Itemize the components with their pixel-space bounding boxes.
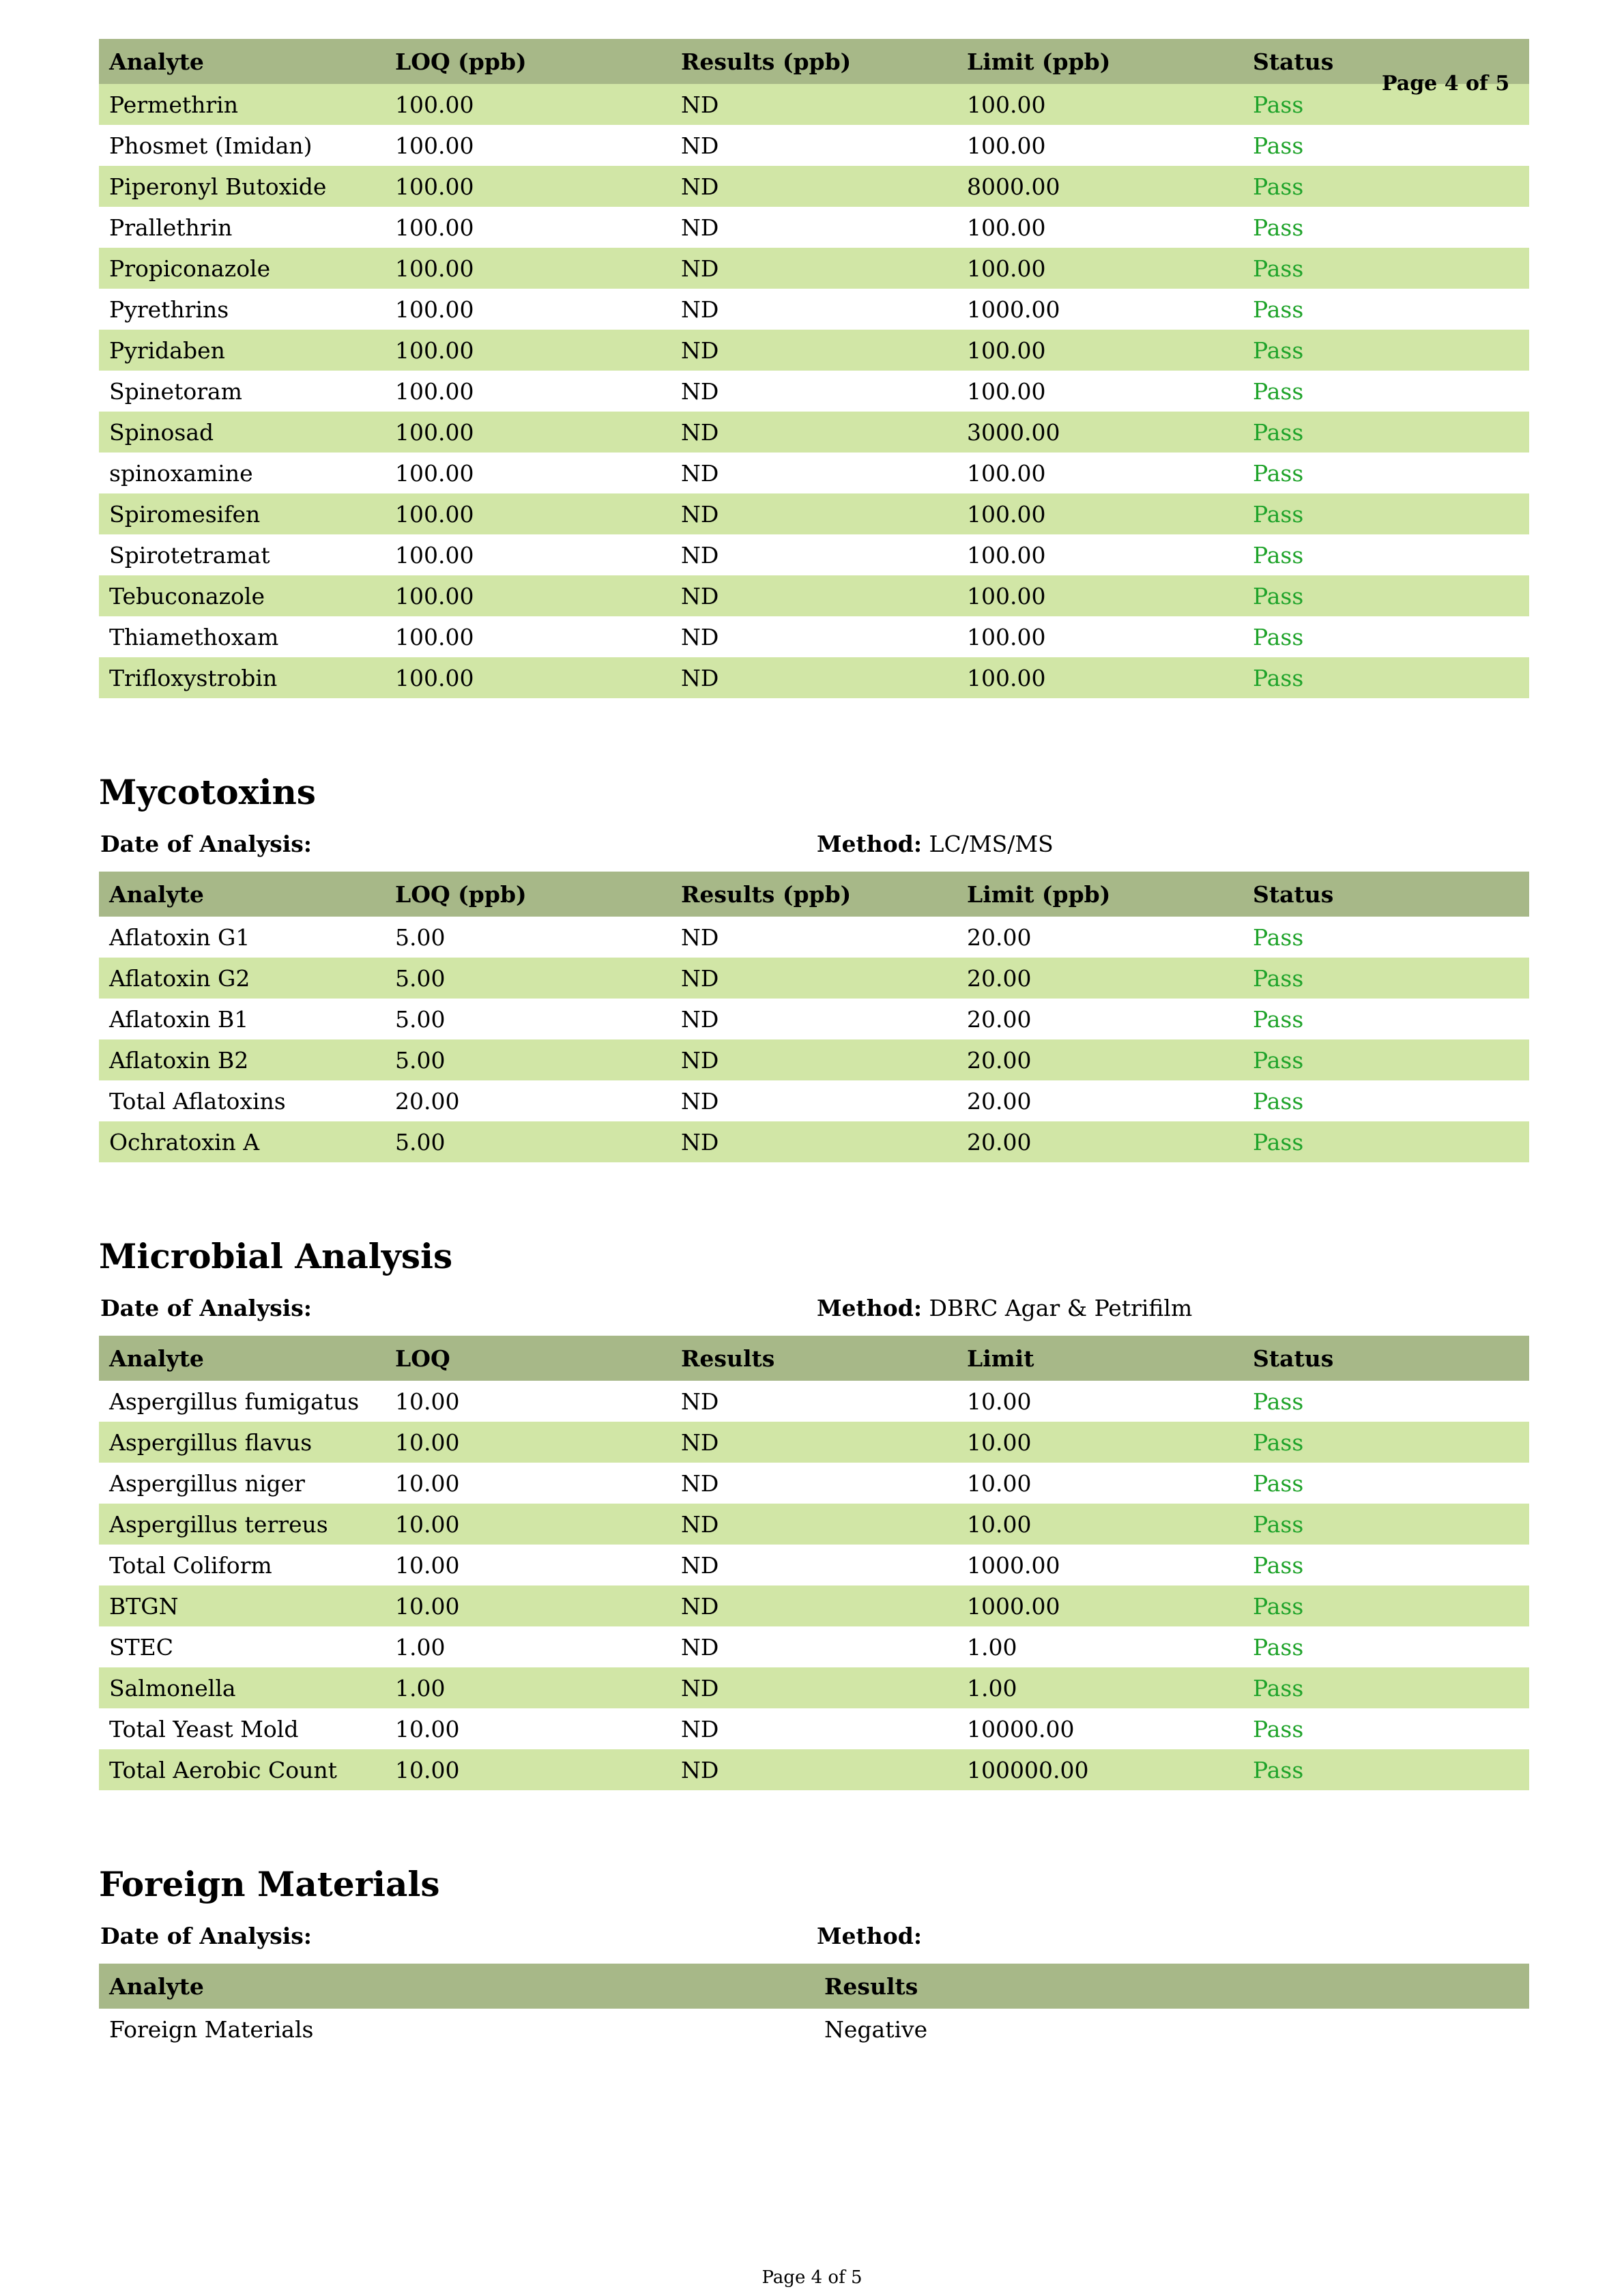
table-row (99, 289, 1529, 330)
table-row (99, 575, 1529, 616)
status-cell: Pass (1243, 330, 1529, 371)
table-cell: ND (681, 132, 719, 159)
table-row (99, 207, 1529, 248)
table-cell: 100.00 (385, 248, 671, 289)
column-header: LOQ (ppb) (385, 872, 671, 917)
status-cell: Pass (1243, 1667, 1529, 1708)
method-value: DBRC Agar & Petrifilm (929, 1295, 1193, 1321)
table-header-row (99, 1964, 1529, 2009)
table-cell: Total Yeast Mold (109, 1715, 299, 1742)
table-cell: Aflatoxin B2 (99, 1039, 385, 1080)
table-header-row (99, 39, 1529, 84)
table-cell: 100.00 (967, 459, 1046, 487)
table-cell: 5.00 (395, 923, 446, 951)
table-cell: Piperonyl Butoxide (99, 166, 385, 207)
table-cell: Prallethrin (109, 214, 233, 241)
table-cell: Aspergillus terreus (99, 1504, 385, 1545)
table-row (99, 453, 1529, 493)
table-cell: 100.00 (957, 493, 1243, 534)
table-cell: 100.00 (385, 493, 671, 534)
table-cell: 100.00 (395, 623, 474, 650)
table-cell: 5.00 (385, 958, 671, 999)
table-cell: 100.00 (967, 214, 1046, 241)
table-cell: 10.00 (395, 1715, 460, 1742)
table-cell: STEC (109, 1633, 173, 1661)
status-cell: Pass (1253, 1469, 1304, 1497)
table-cell: 100.00 (395, 459, 474, 487)
table-cell: Foreign Materials (109, 2015, 314, 2043)
column-header: Status (1243, 872, 1529, 917)
table-cell: ND (681, 623, 719, 650)
table-cell: 10.00 (395, 1469, 460, 1497)
table-row (99, 125, 1529, 166)
table-cell: Permethrin (99, 84, 385, 125)
table-cell: 100.00 (957, 575, 1243, 616)
table-cell: 10.00 (967, 1388, 1032, 1415)
table-cell: Spinetoram (109, 377, 242, 405)
table-row (99, 1422, 1529, 1463)
table-cell: 20.00 (967, 1087, 1032, 1115)
table-cell: Pyridaben (99, 330, 385, 371)
table-cell: 100.00 (385, 657, 671, 698)
status-cell: Pass (1253, 214, 1304, 241)
status-cell: Pass (1253, 1715, 1304, 1742)
table-cell: ND (681, 459, 719, 487)
table-cell: 100.00 (395, 132, 474, 159)
table-cell: Spiromesifen (99, 493, 385, 534)
table-row (99, 1749, 1529, 1790)
table-row (99, 1504, 1529, 1545)
table-cell: 100.00 (957, 330, 1243, 371)
table-row (99, 493, 1529, 534)
status-cell: Pass (1243, 1422, 1529, 1463)
table-row (99, 1463, 1529, 1504)
column-header: Results (ppb) (671, 872, 957, 917)
table-cell: Total Coliform (109, 1551, 272, 1579)
table-cell: ND (681, 1005, 719, 1033)
column-header: LOQ (ppb) (385, 39, 671, 84)
table-cell: ND (671, 84, 957, 125)
table-cell: 20.00 (957, 1039, 1243, 1080)
table-row (99, 371, 1529, 412)
table-row (99, 1708, 1529, 1749)
table-row (99, 1585, 1529, 1626)
table-cell: ND (681, 1551, 719, 1579)
table-cell: ND (671, 330, 957, 371)
status-cell: Pass (1243, 1039, 1529, 1080)
table-row (99, 1381, 1529, 1422)
table-row (99, 1667, 1529, 1708)
table-cell: spinoxamine (109, 459, 253, 487)
table-cell: 100.00 (395, 541, 474, 569)
pesticides-table (99, 39, 1529, 698)
table-cell: 5.00 (395, 1005, 446, 1033)
table-cell: 100.00 (957, 84, 1243, 125)
table-cell: ND (681, 1388, 719, 1415)
table-row (99, 1080, 1529, 1121)
table-row (99, 166, 1529, 207)
analysis-meta (99, 1295, 1529, 1329)
table-cell: 1.00 (957, 1667, 1243, 1708)
table-cell: Total Aerobic Count (99, 1749, 385, 1790)
table-cell: ND (671, 1504, 957, 1545)
analysis-meta (99, 1923, 1529, 1957)
table-cell: ND (671, 657, 957, 698)
section-title: Mycotoxins (99, 772, 316, 812)
table-cell: ND (681, 541, 719, 569)
microbial-table (99, 1336, 1529, 1790)
column-header: Limit (ppb) (957, 39, 1243, 84)
table-cell: ND (671, 493, 957, 534)
table-cell: ND (671, 1039, 957, 1080)
table-cell: ND (681, 1715, 719, 1742)
column-header: Status (1243, 39, 1529, 84)
table-cell: Aflatoxin B1 (109, 1005, 249, 1033)
table-cell: 20.00 (395, 1087, 460, 1115)
table-cell: 100.00 (395, 377, 474, 405)
status-cell: Pass (1243, 1585, 1529, 1626)
status-cell: Pass (1253, 296, 1304, 323)
table-cell: 100.00 (957, 248, 1243, 289)
status-cell: Pass (1253, 132, 1304, 159)
table-cell: 100.00 (385, 166, 671, 207)
table-cell: 100.00 (967, 541, 1046, 569)
table-cell: Tebuconazole (99, 575, 385, 616)
status-cell: Pass (1253, 1388, 1304, 1415)
status-cell: Pass (1243, 493, 1529, 534)
status-cell: Pass (1243, 412, 1529, 453)
table-cell: ND (681, 1633, 719, 1661)
table-cell: ND (671, 1121, 957, 1162)
table-cell: 1.00 (967, 1633, 1017, 1661)
table-row (99, 958, 1529, 999)
status-cell: Pass (1253, 923, 1304, 951)
status-cell: Pass (1243, 575, 1529, 616)
section-title: Foreign Materials (99, 1864, 440, 1904)
status-cell: Pass (1243, 1504, 1529, 1545)
table-cell: Aflatoxin G2 (99, 958, 385, 999)
method-label: Method: (817, 1295, 923, 1321)
table-cell: 20.00 (967, 923, 1032, 951)
table-cell: ND (681, 214, 719, 241)
table-row (99, 917, 1529, 958)
table-cell: Negative (824, 2015, 928, 2043)
table-cell: ND (671, 958, 957, 999)
table-cell: 10.00 (395, 1551, 460, 1579)
table-cell: Thiamethoxam (109, 623, 279, 650)
status-cell: Pass (1243, 1749, 1529, 1790)
table-cell: Spirotetramat (109, 541, 270, 569)
table-cell: ND (671, 1667, 957, 1708)
table-header-row (99, 1336, 1529, 1381)
table-row (99, 616, 1529, 657)
table-cell: Trifloxystrobin (99, 657, 385, 698)
table-cell: 1.00 (385, 1667, 671, 1708)
table-row (99, 1545, 1529, 1585)
table-row (99, 2009, 1529, 2050)
table-cell: 100.00 (385, 84, 671, 125)
table-cell: ND (671, 248, 957, 289)
status-cell: Pass (1253, 1551, 1304, 1579)
table-cell: 100.00 (967, 132, 1046, 159)
table-cell: 10.00 (967, 1469, 1032, 1497)
foreign-materials-table (99, 1964, 1529, 2050)
table-cell: 100.00 (385, 412, 671, 453)
table-cell: ND (681, 377, 719, 405)
table-cell: Ochratoxin A (99, 1121, 385, 1162)
table-cell: 5.00 (385, 1039, 671, 1080)
column-header: LOQ (385, 1336, 671, 1381)
table-cell: 20.00 (957, 958, 1243, 999)
table-cell: 8000.00 (957, 166, 1243, 207)
table-cell: Aflatoxin G1 (109, 923, 250, 951)
method-value: LC/MS/MS (929, 831, 1054, 857)
table-cell: 1000.00 (967, 1551, 1060, 1579)
table-row (99, 999, 1529, 1039)
date-label: Date of Analysis: (100, 1295, 312, 1321)
table-cell: 100.00 (385, 330, 671, 371)
status-cell: Pass (1243, 1121, 1529, 1162)
column-header: Results (ppb) (671, 39, 957, 84)
status-cell: Pass (1253, 1005, 1304, 1033)
table-cell: ND (671, 412, 957, 453)
column-header: Limit (957, 1336, 1243, 1381)
table-cell: ND (681, 923, 719, 951)
status-cell: Pass (1253, 623, 1304, 650)
table-header-row (99, 872, 1529, 917)
table-cell: ND (681, 1469, 719, 1497)
section-title: Microbial Analysis (99, 1236, 453, 1276)
table-cell: 100.00 (395, 296, 474, 323)
table-cell: 10.00 (385, 1749, 671, 1790)
table-cell: Aspergillus flavus (99, 1422, 385, 1463)
table-cell: 1.00 (395, 1633, 446, 1661)
table-cell: BTGN (99, 1585, 385, 1626)
table-cell: ND (671, 166, 957, 207)
table-cell: Pyrethrins (109, 296, 229, 323)
status-cell: Pass (1243, 248, 1529, 289)
status-cell: Pass (1253, 459, 1304, 487)
table-cell: ND (681, 1087, 719, 1115)
date-label: Date of Analysis: (100, 1923, 312, 1949)
table-cell: 100.00 (395, 214, 474, 241)
table-cell: 10000.00 (967, 1715, 1075, 1742)
table-cell: Propiconazole (99, 248, 385, 289)
status-cell: Pass (1243, 958, 1529, 999)
table-cell: Phosmet (Imidan) (109, 132, 313, 159)
table-cell: 10.00 (957, 1422, 1243, 1463)
mycotoxins-table (99, 872, 1529, 1162)
table-cell: Total Aflatoxins (109, 1087, 286, 1115)
column-header: Analyte (99, 872, 385, 917)
method-label: Method: (817, 1923, 923, 1949)
table-cell: Aspergillus fumigatus (109, 1388, 360, 1415)
table-cell: 100.00 (967, 377, 1046, 405)
table-cell: 100.00 (957, 657, 1243, 698)
table-cell: 20.00 (957, 1121, 1243, 1162)
page-footer: Page 4 of 5 (762, 2267, 862, 2288)
table-row (99, 248, 1529, 289)
column-header: Results (814, 1964, 1529, 2009)
table-cell: Salmonella (99, 1667, 385, 1708)
column-header: Analyte (99, 1964, 814, 2009)
table-cell: 10.00 (957, 1504, 1243, 1545)
report-page (99, 39, 1529, 2050)
table-cell: 10.00 (395, 1388, 460, 1415)
table-cell: ND (671, 1422, 957, 1463)
table-row (99, 330, 1529, 371)
column-header: Analyte (99, 1336, 385, 1381)
table-cell: ND (671, 1585, 957, 1626)
table-cell: ND (681, 296, 719, 323)
status-cell: Pass (1253, 377, 1304, 405)
analysis-meta (99, 831, 1529, 865)
table-cell: 100000.00 (957, 1749, 1243, 1790)
page-number-label: Page 4 of 5 (1382, 72, 1510, 96)
table-row (99, 84, 1529, 125)
status-cell: Pass (1243, 84, 1529, 125)
table-row (99, 1121, 1529, 1162)
table-row (99, 1039, 1529, 1080)
table-row (99, 657, 1529, 698)
status-cell: Pass (1253, 1087, 1304, 1115)
status-cell: Pass (1243, 166, 1529, 207)
table-row (99, 1626, 1529, 1667)
method-label: Method: (817, 831, 923, 857)
table-cell: 100.00 (385, 575, 671, 616)
column-header: Status (1243, 1336, 1529, 1381)
column-header: Results (671, 1336, 957, 1381)
status-cell: Pass (1243, 657, 1529, 698)
table-cell: 10.00 (385, 1504, 671, 1545)
table-cell: 10.00 (385, 1422, 671, 1463)
table-row (99, 534, 1529, 575)
table-cell: 100.00 (967, 623, 1046, 650)
table-cell: 1000.00 (967, 296, 1060, 323)
table-cell: 10.00 (385, 1585, 671, 1626)
table-cell: 3000.00 (957, 412, 1243, 453)
table-cell: 1000.00 (957, 1585, 1243, 1626)
table-cell: Aspergillus niger (109, 1469, 305, 1497)
column-header: Analyte (99, 39, 385, 84)
column-header: Limit (ppb) (957, 872, 1243, 917)
status-cell: Pass (1253, 541, 1304, 569)
table-cell: 20.00 (967, 1005, 1032, 1033)
status-cell: Pass (1253, 1633, 1304, 1661)
table-row (99, 412, 1529, 453)
table-cell: ND (671, 575, 957, 616)
table-cell: Spinosad (99, 412, 385, 453)
table-cell: 5.00 (385, 1121, 671, 1162)
table-cell: ND (671, 1749, 957, 1790)
date-label: Date of Analysis: (100, 831, 312, 857)
